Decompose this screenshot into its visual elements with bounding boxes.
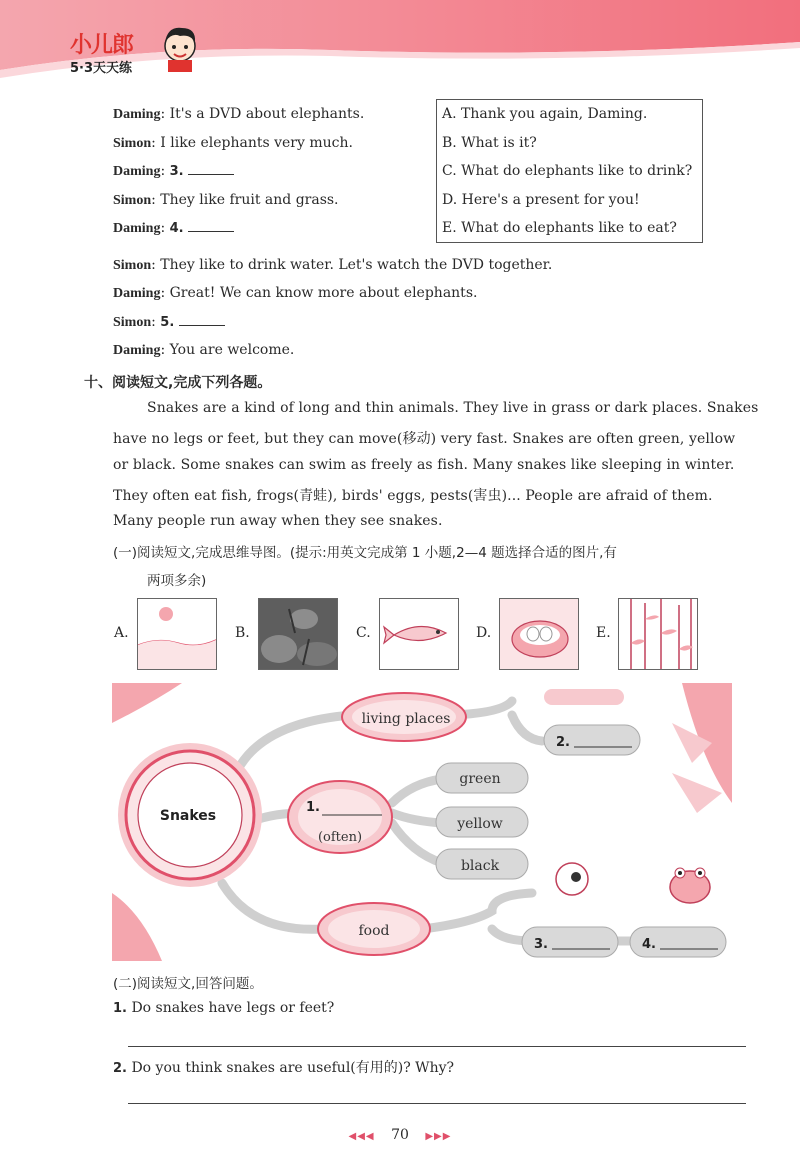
question-1: 1. Do snakes have legs or feet? <box>113 1000 335 1016</box>
bird-nest-eggs-icon <box>500 599 579 670</box>
mascot-boy-icon <box>160 22 200 72</box>
brand-logo <box>70 28 133 76</box>
dialogue-line: Simon: I like elephants very much. <box>113 135 353 151</box>
next-arrows-icon: ▶▶▶ <box>425 1131 452 1142</box>
part2-instruction: (二)阅读短文,回答问题。 <box>113 976 263 992</box>
paragraph-line: or black. Some snakes can swim as freely as fish. Many snakes like sleeping in winter. <box>113 457 735 473</box>
picture-label-e: E. <box>596 625 611 641</box>
mind-map <box>112 683 732 961</box>
answer-blank[interactable] <box>188 220 234 232</box>
mindmap-center-label: Snakes <box>159 808 217 824</box>
dialogue-line: Simon: They like fruit and grass. <box>113 192 339 208</box>
dialogue-line: Simon: They like to drink water. Let's watch the DVD together. <box>113 257 553 273</box>
section-title: 十、阅读短文,完成下列各题。 <box>84 375 272 391</box>
mindmap-food: food <box>358 923 390 939</box>
picture-label-b: B. <box>235 625 250 641</box>
mindmap-q3-label: 3. <box>534 937 548 952</box>
option-c[interactable]: C. What do elephants like to drink? <box>442 163 693 179</box>
answer-blank[interactable] <box>188 163 234 175</box>
prev-arrows-icon: ◀◀◀ <box>348 1131 375 1142</box>
picture-option-b[interactable] <box>258 598 338 670</box>
dialogue-line: Daming: 4. <box>113 220 234 237</box>
picture-label-d: D. <box>476 625 492 641</box>
mindmap-living-places: living places <box>361 711 451 727</box>
mindmap-green: green <box>459 771 501 787</box>
paragraph-line: Snakes are a kind of long and thin animals. They live in grass or dark places. Snakes <box>147 400 759 416</box>
dialogue-line: Daming: Great! We can know more about elephants. <box>113 285 478 301</box>
mindmap-q1-label: 1. <box>306 800 320 815</box>
answer-blank[interactable] <box>179 314 225 326</box>
paragraph-line: have no legs or feet, but they can move(移动) very fast. Snakes are often green, yellow <box>113 431 736 447</box>
question-number: 5. <box>160 315 175 330</box>
logo-sub-text: 5·3天天练 <box>70 61 133 76</box>
question-number: 4. <box>169 221 184 236</box>
fish-icon <box>380 599 459 670</box>
picture-label-c: C. <box>356 625 371 641</box>
picture-option-a[interactable] <box>137 598 217 670</box>
page-number: 70 <box>391 1127 409 1143</box>
dialogue-line: Simon: 5. <box>113 314 225 331</box>
answer-line-2[interactable] <box>128 1103 746 1104</box>
logo-main-text: 小儿郎 <box>70 33 134 58</box>
dialogue-line: Daming: 3. <box>113 163 234 180</box>
option-d[interactable]: D. Here's a present for you! <box>442 192 640 208</box>
picture-label-a: A. <box>114 625 129 641</box>
egg-icon <box>556 863 588 895</box>
dialogue-line: Daming: You are welcome. <box>113 342 295 358</box>
mindmap-q2-label: 2. <box>556 735 570 750</box>
bamboo-grass-icon <box>619 599 698 670</box>
mindmap-black: black <box>460 858 500 874</box>
mindmap-q4-label: 4. <box>642 937 656 952</box>
picture-option-e[interactable] <box>618 598 698 670</box>
picture-option-c[interactable] <box>379 598 459 670</box>
paragraph-line: Many people run away when they see snakes. <box>113 513 443 529</box>
frog-icon <box>670 868 710 903</box>
part1-instruction: (一)阅读短文,完成思维导图。(提示:用英文完成第 1 小题,2—4 题选择合适的图片,有 <box>113 545 617 561</box>
picture-option-d[interactable] <box>499 598 579 670</box>
part1-instruction-cont: 两项多余) <box>147 573 207 589</box>
mindmap-often-label: (often) <box>317 830 363 845</box>
option-e[interactable]: E. What do elephants like to eat? <box>442 220 677 236</box>
answer-line-1[interactable] <box>128 1046 746 1047</box>
dialogue-line: Daming: It's a DVD about elephants. <box>113 106 365 122</box>
question-number: 3. <box>169 164 184 179</box>
dark-rocks-icon <box>259 599 338 670</box>
paragraph-line: They often eat fish, frogs(青蛙), birds' eggs, pests(害虫)... People are afraid of them. <box>113 488 713 504</box>
question-2: 2. Do you think snakes are useful(有用的)? Why? <box>113 1060 455 1076</box>
option-a[interactable]: A. Thank you again, Daming. <box>442 106 648 122</box>
page-number-footer <box>0 1127 800 1143</box>
mindmap-yellow: yellow <box>457 816 503 832</box>
option-b[interactable]: B. What is it? <box>442 135 537 151</box>
sunset-landscape-icon <box>138 599 217 670</box>
